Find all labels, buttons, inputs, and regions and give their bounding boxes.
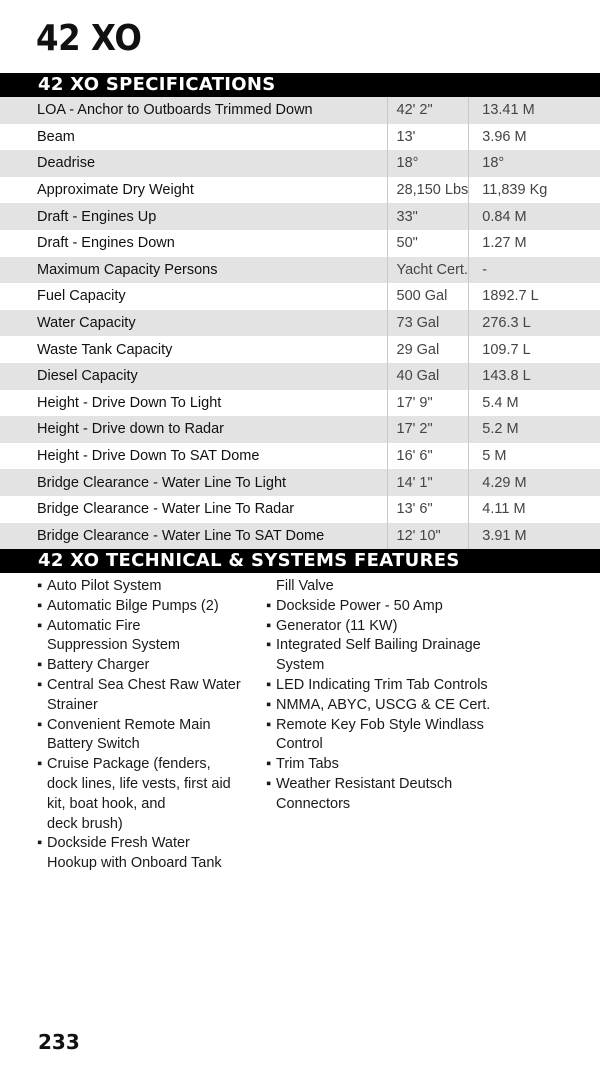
spec-metric-value: 143.8 L xyxy=(469,363,600,390)
spec-imperial-value: 33" xyxy=(387,203,469,230)
spec-label: Diesel Capacity xyxy=(37,368,138,385)
feature-text: Integrated Self Bailing Drainage xyxy=(276,637,481,654)
bullet-icon: ▪ xyxy=(37,597,43,614)
spec-row xyxy=(0,203,600,230)
feature-text: Dockside Power - 50 Amp xyxy=(276,597,443,614)
spec-imperial-value: 12' 10" xyxy=(387,523,469,550)
spec-imperial-value: 17' 9" xyxy=(387,390,469,417)
spec-label: Bridge Clearance - Water Line To SAT Dome xyxy=(37,527,325,544)
spec-label: Fuel Capacity xyxy=(37,288,126,305)
spec-row xyxy=(0,443,600,470)
bullet-icon: ▪ xyxy=(37,657,43,674)
feature-item-continued xyxy=(37,636,259,656)
spec-imperial-value: 17' 2" xyxy=(387,416,469,443)
spec-metric-value: 3.91 M xyxy=(469,523,600,550)
features-header: 42 XO TECHNICAL & SYSTEMS FEATURES xyxy=(0,549,600,573)
bullet-icon: ▪ xyxy=(266,756,272,773)
feature-item xyxy=(37,676,259,696)
feature-continuation: Fill Valve xyxy=(276,578,334,594)
bullet-icon: ▪ xyxy=(266,775,272,792)
feature-item xyxy=(37,716,259,736)
spec-row xyxy=(0,97,600,124)
spec-imperial-value: 14' 1" xyxy=(387,469,469,496)
feature-item xyxy=(266,755,566,775)
spec-label: Height - Drive down to Radar xyxy=(37,421,224,438)
page-number: 233 xyxy=(38,1030,80,1054)
spec-metric-value: 4.29 M xyxy=(469,469,600,496)
bullet-icon: ▪ xyxy=(37,716,43,733)
specifications-table xyxy=(0,97,600,549)
feature-text: Connectors xyxy=(276,795,351,812)
bullet-icon: ▪ xyxy=(37,756,43,773)
spec-row xyxy=(0,496,600,523)
bullet-icon: ▪ xyxy=(266,597,272,614)
feature-item-continued xyxy=(266,795,566,815)
spec-imperial-value: Yacht Cert. xyxy=(387,257,469,284)
feature-item-continued xyxy=(37,696,259,716)
feature-text: Weather Resistant Deutsch xyxy=(276,775,453,792)
spec-row xyxy=(0,177,600,204)
feature-text: Dockside Fresh Water xyxy=(47,835,190,852)
feature-item xyxy=(37,834,259,854)
feature-item-continued xyxy=(37,815,259,835)
spec-row xyxy=(0,363,600,390)
spec-row xyxy=(0,230,600,257)
spec-row xyxy=(0,416,600,443)
spec-row xyxy=(0,124,600,151)
feature-item-continued xyxy=(37,775,259,795)
feature-item xyxy=(266,676,566,696)
spec-imperial-value: 16' 6" xyxy=(387,443,469,470)
spec-imperial-value: 40 Gal xyxy=(387,363,469,390)
spec-metric-value: 1892.7 L xyxy=(469,283,600,310)
bullet-icon: ▪ xyxy=(37,676,43,693)
feature-text: Central Sea Chest Raw Water xyxy=(47,676,241,693)
spec-label: Beam xyxy=(37,128,75,145)
specifications-header: 42 XO SPECIFICATIONS xyxy=(0,73,600,97)
spec-metric-value: - xyxy=(469,257,600,284)
spec-metric-value: 0.84 M xyxy=(469,203,600,230)
feature-text: NMMA, ABYC, USCG & CE Cert. xyxy=(276,696,491,713)
spec-metric-value: 1.27 M xyxy=(469,230,600,257)
feature-text: Strainer xyxy=(47,696,98,713)
feature-text: LED Indicating Trim Tab Controls xyxy=(276,676,488,693)
spec-imperial-value: 42' 2" xyxy=(387,97,469,124)
features-list-left xyxy=(37,577,259,874)
feature-text: Generator (11 KW) xyxy=(276,617,398,634)
feature-item-continued xyxy=(37,854,259,874)
spec-imperial-value: 50" xyxy=(387,230,469,257)
spec-metric-value: 276.3 L xyxy=(469,310,600,337)
spec-row xyxy=(0,257,600,284)
feature-item-continued xyxy=(266,656,566,676)
feature-item xyxy=(266,597,566,617)
spec-metric-value: 13.41 M xyxy=(469,97,600,124)
spec-imperial-value: 13' xyxy=(387,124,469,151)
spec-metric-value: 5.2 M xyxy=(469,416,600,443)
spec-label: Deadrise xyxy=(37,155,96,172)
spec-label: Bridge Clearance - Water Line To Light xyxy=(37,474,287,491)
spec-label: Draft - Engines Up xyxy=(37,208,157,225)
bullet-icon: ▪ xyxy=(37,835,43,852)
feature-text: Remote Key Fob Style Windlass xyxy=(276,716,484,733)
feature-text: Suppression System xyxy=(47,637,180,654)
spec-row xyxy=(0,390,600,417)
feature-item xyxy=(37,577,259,597)
feature-item xyxy=(266,775,566,795)
spec-label: Approximate Dry Weight xyxy=(37,182,194,199)
feature-text: kit, boat hook, and xyxy=(47,795,166,812)
bullet-icon: ▪ xyxy=(37,617,43,634)
bullet-icon: ▪ xyxy=(266,617,272,634)
feature-item xyxy=(266,716,566,736)
spec-metric-value: 5.4 M xyxy=(469,390,600,417)
feature-item-continued xyxy=(37,735,259,755)
spec-imperial-value: 18° xyxy=(387,150,469,177)
spec-label: Waste Tank Capacity xyxy=(37,341,173,358)
feature-text: Control xyxy=(276,736,323,753)
spec-row xyxy=(0,523,600,550)
spec-label: Bridge Clearance - Water Line To Radar xyxy=(37,501,295,518)
feature-text: Hookup with Onboard Tank xyxy=(47,855,222,872)
spec-metric-value: 11,839 Kg xyxy=(469,177,600,204)
spec-row xyxy=(0,336,600,363)
page-title: 42 XO xyxy=(36,18,142,59)
bullet-icon: ▪ xyxy=(266,716,272,733)
feature-item xyxy=(266,696,566,716)
feature-text: Automatic Bilge Pumps (2) xyxy=(47,597,219,614)
spec-imperial-value: 29 Gal xyxy=(387,336,469,363)
feature-text: Auto Pilot System xyxy=(47,578,162,594)
bullet-icon: ▪ xyxy=(37,578,43,594)
bullet-icon: ▪ xyxy=(266,676,272,693)
feature-item xyxy=(37,617,259,637)
feature-text: Convenient Remote Main xyxy=(47,716,211,733)
spec-row xyxy=(0,469,600,496)
feature-item-continued xyxy=(37,795,259,815)
spec-metric-value: 3.96 M xyxy=(469,124,600,151)
feature-text: dock lines, life vests, first aid xyxy=(47,775,231,792)
spec-imperial-value: 28,150 Lbs xyxy=(387,177,469,204)
feature-item xyxy=(37,597,259,617)
feature-text: deck brush) xyxy=(47,815,123,832)
spec-metric-value: 5 M xyxy=(469,443,600,470)
spec-row xyxy=(0,283,600,310)
feature-item xyxy=(37,656,259,676)
spec-label: Draft - Engines Down xyxy=(37,235,175,252)
features-list-right xyxy=(266,577,566,815)
spec-imperial-value: 13' 6" xyxy=(387,496,469,523)
spec-row xyxy=(0,150,600,177)
spec-metric-value: 4.11 M xyxy=(469,496,600,523)
feature-text: Battery Charger xyxy=(47,657,150,674)
feature-text: Automatic Fire xyxy=(47,617,141,634)
spec-label: Height - Drive Down To SAT Dome xyxy=(37,448,260,465)
spec-metric-value: 18° xyxy=(469,150,600,177)
bullet-icon: ▪ xyxy=(266,696,272,713)
feature-item xyxy=(266,636,566,656)
feature-text: Battery Switch xyxy=(47,736,140,753)
spec-label: LOA - Anchor to Outboards Trimmed Down xyxy=(37,102,313,119)
feature-text: Cruise Package (fenders, xyxy=(47,756,211,773)
feature-item xyxy=(266,617,566,637)
spec-row xyxy=(0,310,600,337)
feature-item-continued xyxy=(266,735,566,755)
feature-text: System xyxy=(276,657,325,674)
spec-label: Height - Drive Down To Light xyxy=(37,394,222,411)
bullet-icon: ▪ xyxy=(266,637,272,654)
feature-text: Trim Tabs xyxy=(276,756,339,773)
spec-imperial-value: 500 Gal xyxy=(387,283,469,310)
spec-imperial-value: 73 Gal xyxy=(387,310,469,337)
spec-metric-value: 109.7 L xyxy=(469,336,600,363)
spec-label: Maximum Capacity Persons xyxy=(37,261,218,278)
feature-item xyxy=(37,755,259,775)
spec-label: Water Capacity xyxy=(37,315,136,332)
